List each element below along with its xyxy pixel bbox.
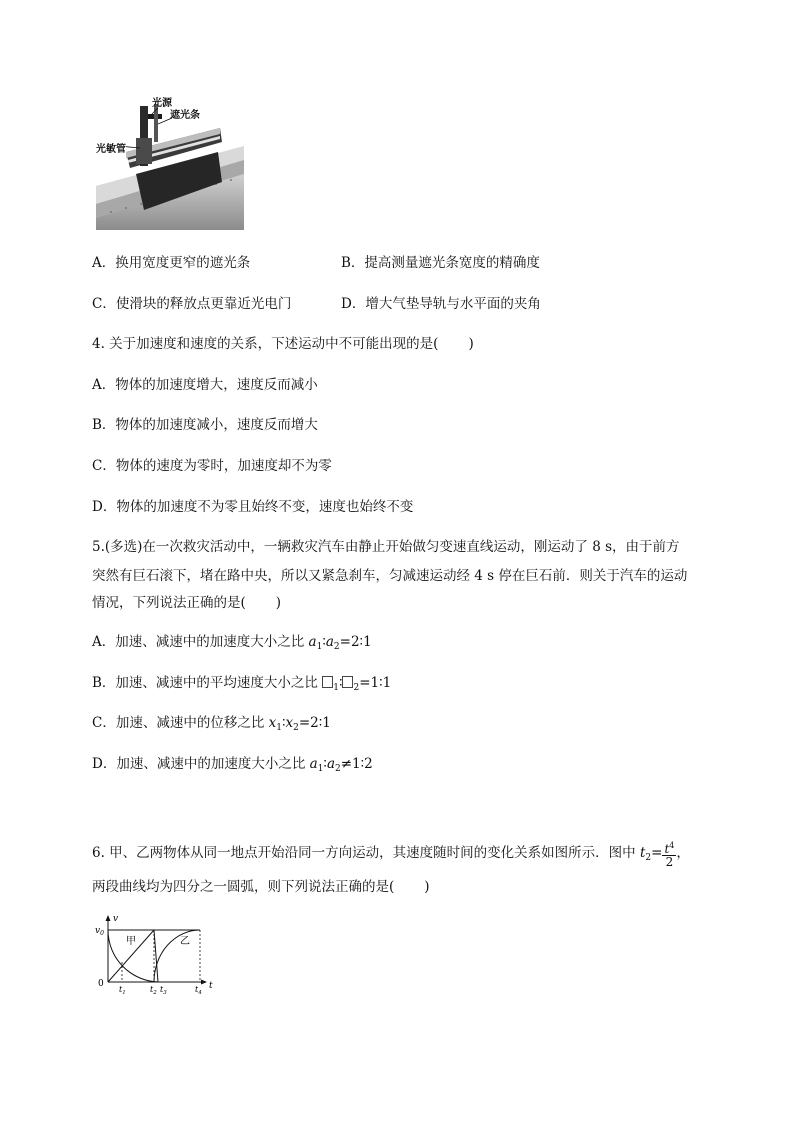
- q5-option-b: B．加速、减速中的平均速度大小之比 $_1$∶ $_2$=1∶1: [92, 675, 392, 693]
- label-photodiode: 光敏管: [96, 140, 126, 155]
- v-axis: [106, 915, 111, 982]
- q3-option-a: A．换用宽度更窄的遮光条: [92, 255, 251, 271]
- v-bar-symbol: [342, 676, 353, 688]
- q3-option-b: B．提高测量遮光条宽度的精确度: [341, 255, 540, 271]
- q5-option-d: D．加速、减速中的加速度大小之比 $a_1∶a_2\ne 1∶2$: [92, 756, 373, 774]
- label-light-source: 光源: [152, 98, 172, 109]
- q5-stem-line1: 5.(多选)在一次救灾活动中，一辆救灾汽车由静止开始做匀变速直线运动，刚运动了 8 s，由于前方: [92, 539, 680, 555]
- curve-yi-increasing-arc: [154, 930, 200, 982]
- q6-stem-line1: 6. 甲、乙两物体从同一地点开始沿同一方向运动，其速度随时间的变化关系如图所示．图中 $t_2=$ $\frac{t^4}{2}$ ，: [92, 840, 690, 869]
- q4-option-d: D．物体的加速度不为零且始终不变，速度也始终不变: [92, 499, 414, 515]
- yi-label: 乙: [180, 936, 190, 947]
- velocity-time-graph: [92, 912, 224, 994]
- t2-label: $t_2$: [150, 985, 157, 994]
- q4-option-b: B．物体的加速度减小，速度反而增大: [92, 417, 318, 433]
- q5-stem-line3: 情况，下列说法正确的是( ): [92, 595, 282, 611]
- q5-option-a: A．加速、减速中的加速度大小之比 $a_1∶a_2=2∶1$: [92, 634, 372, 652]
- q4-option-c: C．物体的速度为零时，加速度却不为零: [92, 458, 332, 474]
- q4-stem: 4. 关于加速度和速度的关系，下述运动中不可能出现的是( ): [92, 336, 474, 352]
- q3-option-c: C．使滑块的释放点更靠近光电门: [92, 296, 292, 312]
- t-axis-label: t: [209, 981, 213, 991]
- q5-stem-line2: 突然有巨石滚下，堵在路中央，所以又紧急刹车，匀减速运动经 4 s 停在巨石前．则关于汽车的运动: [92, 568, 688, 584]
- origin-label: 0: [98, 979, 104, 989]
- q3-option-d: D．增大气垫导轨与水平面的夹角: [341, 296, 541, 312]
- q5-option-c: C．加速、减速中的位移之比 $x_1∶x_2=2∶1$: [92, 715, 331, 733]
- t3-label: $t_3$: [160, 985, 167, 994]
- t4-label: $t_4$: [195, 985, 202, 994]
- v0-label: $v_0$: [95, 926, 104, 937]
- label-shading-strip: 遮光条: [170, 110, 200, 121]
- v-axis-label: v: [113, 914, 119, 924]
- fraction-t4-over-2: $\frac{t^4}{2}$: [664, 840, 675, 869]
- v-bar-symbol: [322, 676, 333, 688]
- q4-option-a: A．物体的加速度增大，速度反而减小: [92, 377, 318, 393]
- q6-stem-line2: 两段曲线均为四分之一圆弧，则下列说法正确的是( ): [92, 879, 430, 895]
- jia-label: 甲: [126, 936, 136, 947]
- t1-label: $t_1$: [119, 985, 126, 994]
